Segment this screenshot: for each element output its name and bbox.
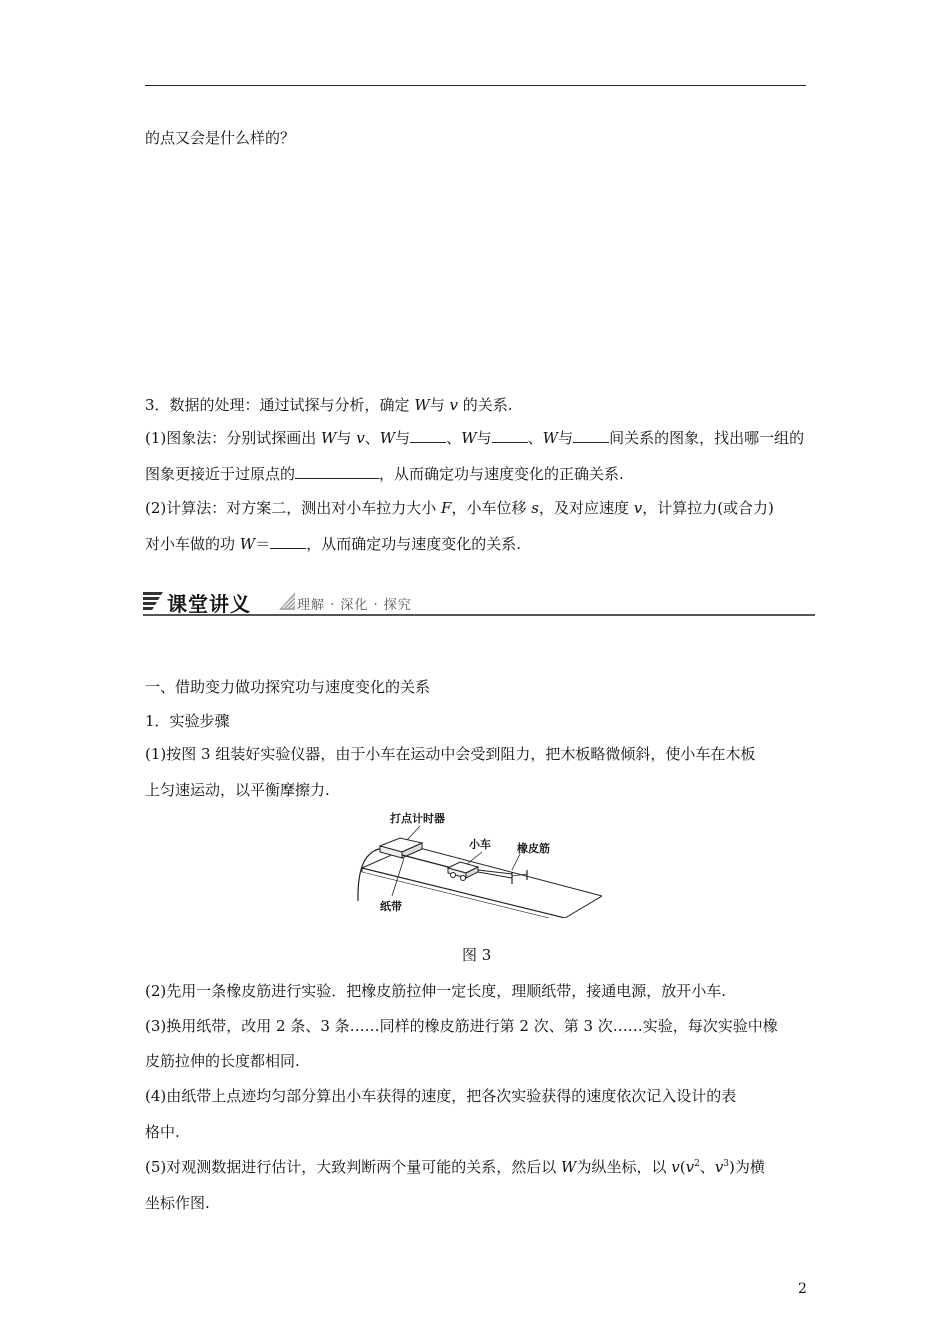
page-number: 2 bbox=[798, 1281, 807, 1297]
step-4-line-1: (4)由纸带上点迹均匀部分算出小车获得的速度，把各次实验获得的速度依次记入设计的表 bbox=[145, 1087, 737, 1105]
apparatus-diagram bbox=[352, 806, 602, 918]
section-title: 课堂讲义 bbox=[167, 592, 251, 616]
steps-title: 1．实验步骤 bbox=[145, 712, 230, 730]
step-3-line-1: (3)换用纸带，改用 2 条、3 条……同样的橡皮筋进行第 2 次、第 3 次……实验，每次实验中橡 bbox=[145, 1017, 778, 1035]
fill-blank[interactable] bbox=[270, 534, 306, 549]
stripes-icon bbox=[143, 592, 163, 610]
section-3-title: 3．数据的处理：通过试探与分析，确定 W与 v 的关系. bbox=[145, 396, 513, 414]
figure-caption: 图 3 bbox=[462, 946, 492, 964]
graph-method-line-1: (1)图象法：分别试探画出 W与 v、W与 、W与 、W与 间关系的图象，找出哪一组的 bbox=[145, 429, 805, 447]
label-rubber-band: 橡皮筋 bbox=[517, 842, 550, 855]
step-3-line-2: 皮筋拉伸的长度都相同. bbox=[145, 1052, 300, 1070]
intro-line: 的点又会是什么样的？ bbox=[145, 129, 296, 147]
step-1-line-2: 上匀速运动，以平衡摩擦力. bbox=[145, 781, 330, 799]
fill-blank[interactable] bbox=[492, 428, 528, 443]
section-subtitle: 理解 · 深化 · 探究 bbox=[297, 598, 412, 613]
step-1-line-1: (1)按图 3 组装好实验仪器，由于小车在运动中会受到阻力，把木板略微倾斜，使小车在木板 bbox=[145, 745, 756, 763]
graph-method-line-2: 图象更接近于过原点的 ，从而确定功与速度变化的正确关系. bbox=[145, 465, 624, 483]
fill-blank[interactable] bbox=[295, 464, 379, 479]
step-2: (2)先用一条橡皮筋进行实验．把橡皮筋拉伸一定长度，理顺纸带，接通电源，放开小车. bbox=[145, 982, 727, 1000]
label-paper-tape: 纸带 bbox=[380, 900, 402, 913]
step-5-line-1: (5)对观测数据进行估计，大致判断两个量可能的关系，然后以 W为纵坐标，以 $v(v^2$、$v^3$)为横 bbox=[145, 1158, 765, 1176]
figure-3-apparatus bbox=[352, 806, 602, 918]
label-car: 小车 bbox=[469, 838, 491, 851]
step-5-line-2: 坐标作图. bbox=[145, 1194, 210, 1212]
section-rule bbox=[143, 614, 815, 616]
triangle-decoration-icon bbox=[279, 592, 295, 610]
fill-blank[interactable] bbox=[573, 428, 609, 443]
calc-method-line-2: 对小车做的功 W＝ ，从而确定功与速度变化的关系. bbox=[145, 535, 521, 553]
header-rule bbox=[145, 85, 806, 86]
label-timer: 打点计时器 bbox=[390, 812, 445, 825]
step-4-line-2: 格中. bbox=[145, 1123, 180, 1141]
section-header bbox=[143, 588, 815, 618]
part-1-heading: 一、借助变力做功探究功与速度变化的关系 bbox=[145, 678, 431, 696]
calc-method-line-1: (2)计算法：对方案二，测出对小车拉力大小 F，小车位移 s，及对应速度 v，计算拉力(或合力) bbox=[145, 499, 774, 517]
fill-blank[interactable] bbox=[410, 428, 446, 443]
